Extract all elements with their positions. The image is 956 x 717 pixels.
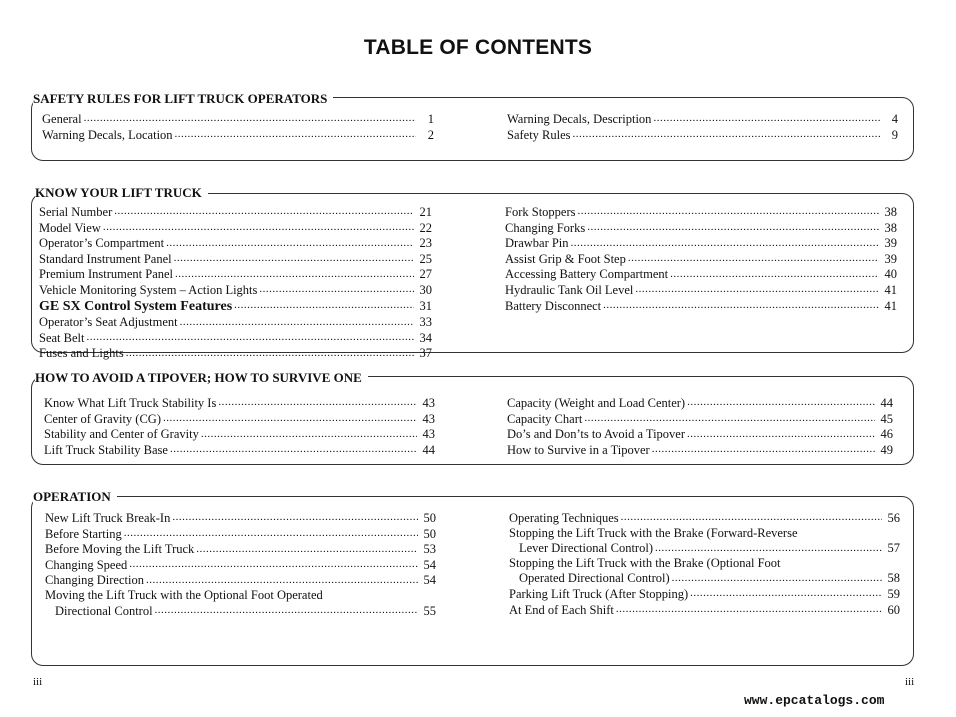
toc-entry[interactable]: Operated Directional Control) ..... 58	[509, 570, 900, 586]
toc-entry[interactable]: Premium Instrument Panel ..... 27	[39, 266, 432, 282]
section-heading-know-your-lift-truck: KNOW YOUR LIFT TRUCK	[35, 185, 208, 201]
toc-column-right	[507, 395, 893, 457]
toc-column-right	[509, 510, 900, 617]
toc-entry-line1[interactable]: Moving the Lift Truck with the Optional Foot Operated	[45, 587, 323, 602]
toc-entry[interactable]: Accessing Battery Compartment ..... 40	[505, 266, 897, 282]
toc-entry[interactable]: At End of Each Shift ..... 60	[509, 602, 900, 618]
toc-entry[interactable]: Capacity Chart ..... 45	[507, 411, 893, 427]
toc-entry[interactable]: Know What Lift Truck Stability Is ..... 43	[44, 395, 435, 411]
toc-entry-line1[interactable]: Stopping the Lift Truck with the Brake (Forward-Reverse	[509, 525, 798, 540]
toc-entry[interactable]: Fuses and Lights ..... 37	[39, 345, 432, 361]
toc-entry[interactable]: Changing Direction ..... 54	[45, 572, 436, 588]
toc-entry[interactable]: Lever Directional Control) ..... 57	[509, 540, 900, 556]
toc-entry[interactable]: Safety Rules ..... 9	[507, 127, 898, 143]
toc-entry[interactable]: Fork Stoppers ..... 38	[505, 204, 897, 220]
toc-entry[interactable]: Center of Gravity (CG) ..... 43	[44, 411, 435, 427]
toc-entry[interactable]: Model View ..... 22	[39, 220, 432, 236]
toc-entry[interactable]: Warning Decals, Location ..... 2	[42, 127, 434, 143]
toc-entry[interactable]: Stability and Center of Gravity ..... 43	[44, 426, 435, 442]
toc-entry[interactable]: Operator’s Compartment ..... 23	[39, 235, 432, 251]
toc-entry[interactable]: Assist Grip & Foot Step ..... 39	[505, 251, 897, 267]
section-heading-tipover: HOW TO AVOID A TIPOVER; HOW TO SURVIVE ONE	[35, 370, 368, 386]
toc-entry[interactable]: Drawbar Pin ..... 39	[505, 235, 897, 251]
site-watermark: www.epcatalogs.com	[744, 693, 885, 708]
toc-entry[interactable]: GE SX Control System Features ..... 31	[39, 298, 432, 315]
toc-entry[interactable]: Do’s and Don’ts to Avoid a Tipover ..... 46	[507, 426, 893, 442]
toc-entry[interactable]: General ..... 1	[42, 111, 434, 127]
toc-entry[interactable]: Directional Control ..... 55	[45, 603, 436, 619]
toc-column-left	[42, 111, 434, 142]
toc-entry[interactable]: Lift Truck Stability Base ..... 44	[44, 442, 435, 458]
toc-entry[interactable]: Operator’s Seat Adjustment ..... 33	[39, 314, 432, 330]
toc-entry[interactable]: Standard Instrument Panel ..... 25	[39, 251, 432, 267]
toc-entry[interactable]: Before Moving the Lift Truck ..... 53	[45, 541, 436, 557]
toc-entry[interactable]: Changing Speed ..... 54	[45, 557, 436, 573]
toc-entry[interactable]: Warning Decals, Description ..... 4	[507, 111, 898, 127]
toc-column-right	[505, 204, 897, 313]
page-number-left: iii	[33, 676, 43, 688]
toc-entry[interactable]: Serial Number ..... 21	[39, 204, 432, 220]
toc-entry[interactable]: How to Survive in a Tipover ..... 49	[507, 442, 893, 458]
toc-column-left	[39, 204, 432, 361]
page-number-right: iii	[905, 676, 915, 688]
toc-entry[interactable]: Changing Forks ..... 38	[505, 220, 897, 236]
toc-entry[interactable]: Battery Disconnect ..... 41	[505, 298, 897, 314]
toc-entry[interactable]: Vehicle Monitoring System – Action Lights ..... 30	[39, 282, 432, 298]
toc-entry-line1[interactable]: Stopping the Lift Truck with the Brake (Optional Foot	[509, 555, 781, 570]
toc-entry[interactable]: Capacity (Weight and Load Center) ..... 44	[507, 395, 893, 411]
toc-column-left	[44, 395, 435, 457]
toc-column-right	[507, 111, 898, 142]
toc-entry[interactable]: Before Starting ..... 50	[45, 526, 436, 542]
toc-entry[interactable]: Parking Lift Truck (After Stopping) ..... 59	[509, 586, 900, 602]
toc-column-left	[45, 510, 436, 618]
section-heading-operation: OPERATION	[33, 489, 117, 505]
toc-entry[interactable]: Hydraulic Tank Oil Level ..... 41	[505, 282, 897, 298]
section-heading-safety-rules: SAFETY RULES FOR LIFT TRUCK OPERATORS	[33, 91, 333, 107]
toc-entry[interactable]: Operating Techniques ..... 56	[509, 510, 900, 526]
toc-entry[interactable]: New Lift Truck Break-In ..... 50	[45, 510, 436, 526]
page-title: TABLE OF CONTENTS	[363, 36, 593, 59]
toc-entry[interactable]: Seat Belt ..... 34	[39, 330, 432, 346]
